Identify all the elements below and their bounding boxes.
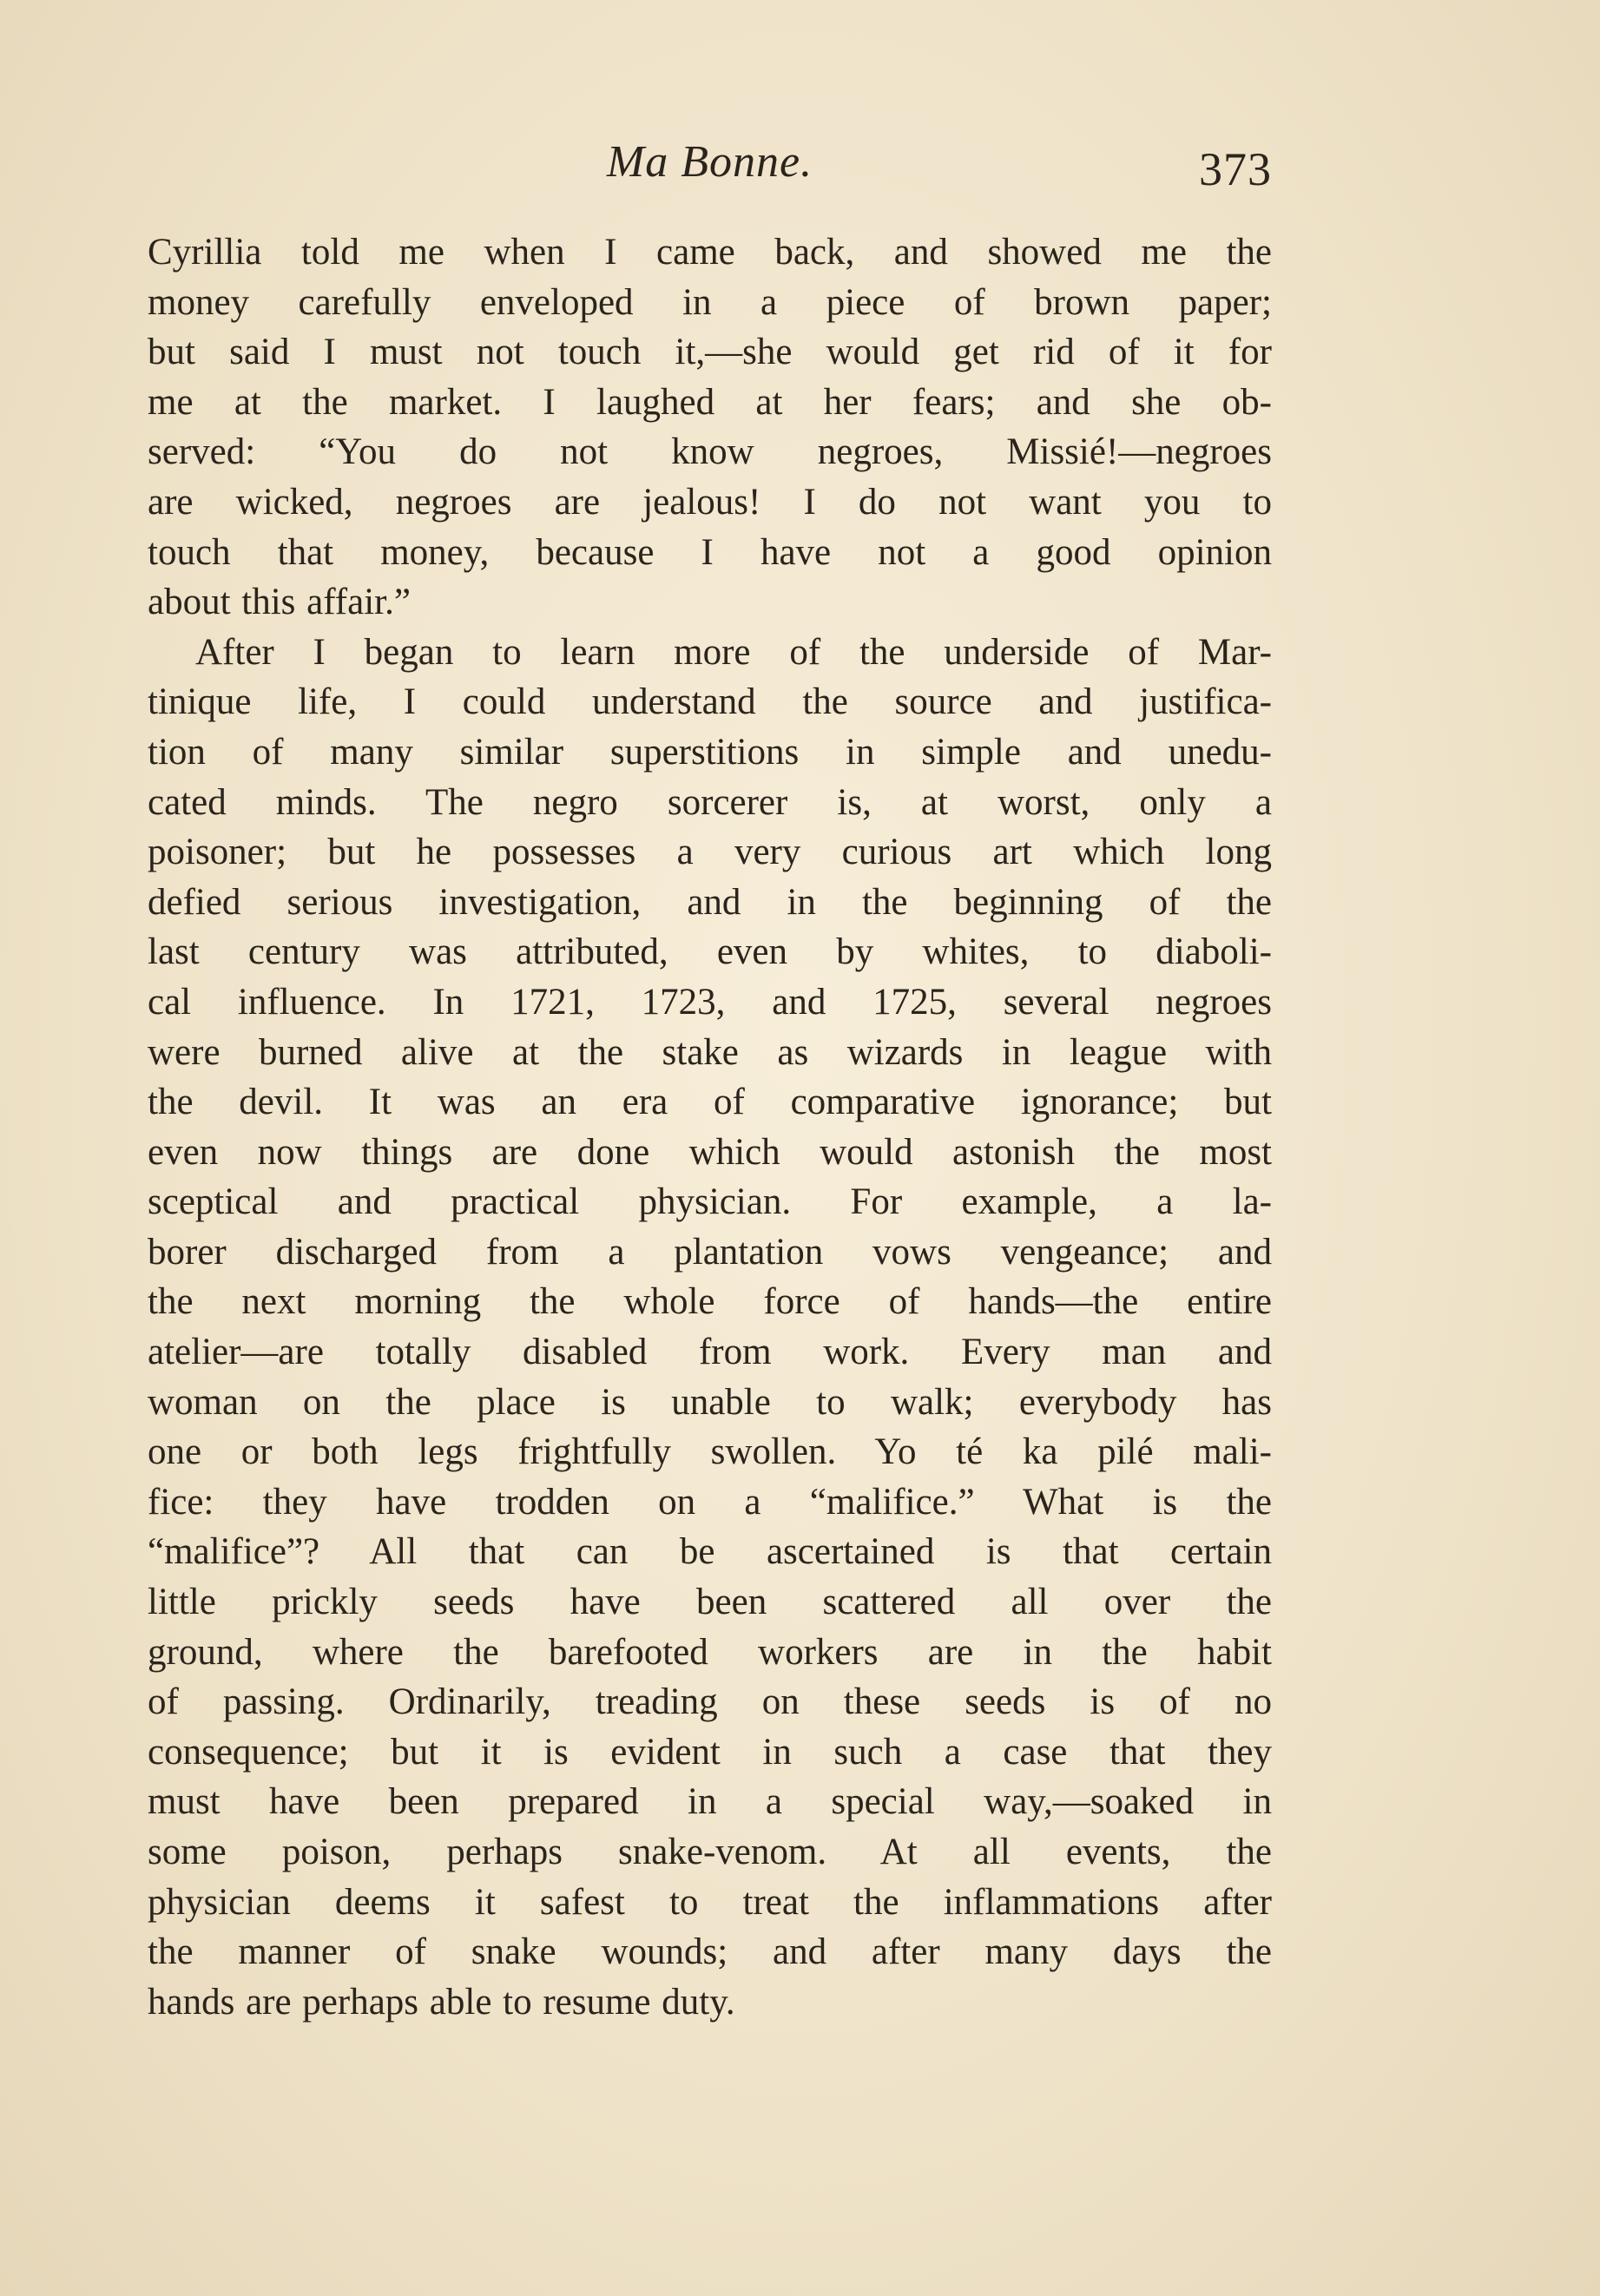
text-line: money carefully enveloped in a piece of brown paper; — [148, 281, 1272, 323]
text-line: little prickly seeds have been scattered all over the — [148, 1582, 1272, 1623]
text-line: even now things are done which would astonish the most — [148, 1131, 1272, 1173]
text-line: ground, where the barefooted workers are in the habit — [148, 1631, 1272, 1673]
text-line: the devil. It was an era of comparative ignorance; but — [148, 1082, 1272, 1123]
text-line: fice: they have trodden on a “malifice.” What is the — [148, 1481, 1272, 1523]
running-title: Ma Bonne. — [606, 137, 813, 187]
text-line: consequence; but it is evident in such a case that they — [148, 1731, 1272, 1773]
text-line: about this affair.” — [148, 582, 411, 623]
text-line: tion of many similar superstitions in simple and unedu- — [148, 731, 1272, 773]
text-line: poisoner; but he possesses a very curious art which long — [148, 832, 1272, 873]
text-line: must have been prepared in a special way,—soaked in — [148, 1781, 1272, 1823]
body-text — [148, 227, 1272, 2027]
text-line: touch that money, because I have not a good opinion — [148, 531, 1272, 573]
text-line: some poison, perhaps snake-venom. At all events, the — [148, 1832, 1272, 1872]
text-line: “malifice”? All that can be ascertained is that certain — [148, 1531, 1272, 1573]
text-line: Cyrillia told me when I came back, and showed me the — [148, 232, 1272, 273]
text-line: of passing. Ordinarily, treading on these seeds is of no — [148, 1681, 1272, 1723]
text-line: me at the market. I laughed at her fears; and she ob- — [148, 381, 1272, 423]
text-line: are wicked, negroes are jealous! I do not want you to — [148, 481, 1272, 523]
text-line: the next morning the whole force of hands—the entire — [148, 1281, 1272, 1323]
text-line: borer discharged from a plantation vows vengeance; and — [148, 1231, 1272, 1273]
text-line: were burned alive at the stake as wizards in league with — [148, 1031, 1272, 1073]
text-line: the manner of snake wounds; and after many days the — [148, 1931, 1272, 1973]
text-line: one or both legs frightfully swollen. Yo té ka pilé mali- — [148, 1431, 1272, 1473]
text-line: sceptical and practical physician. For example, a la- — [148, 1181, 1272, 1223]
text-line: physician deems it safest to treat the inflammations after — [148, 1881, 1272, 1923]
running-head — [148, 132, 1272, 201]
text-line: defied serious investigation, and in the beginning of the — [148, 881, 1272, 923]
page-number: 373 — [1199, 143, 1272, 195]
text-line: hands are perhaps able to resume duty. — [148, 1981, 735, 2023]
text-line: cal influence. In 1721, 1723, and 1725, several negroes — [148, 981, 1272, 1023]
text-line: last century was attributed, even by whites, to diaboli- — [148, 931, 1272, 973]
text-line: atelier—are totally disabled from work. Every man and — [148, 1332, 1272, 1373]
text-line: served: “You do not know negroes, Missié!—negroes — [148, 431, 1272, 473]
text-line: tinique life, I could understand the source and justifica- — [148, 681, 1272, 723]
text-line: woman on the place is unable to walk; everybody has — [148, 1381, 1272, 1423]
text-line: After I began to learn more of the underside of Mar- — [195, 631, 1272, 673]
text-line: but said I must not touch it,—she would get rid of it for — [148, 332, 1272, 373]
text-line: cated minds. The negro sorcerer is, at worst, only a — [148, 781, 1272, 823]
